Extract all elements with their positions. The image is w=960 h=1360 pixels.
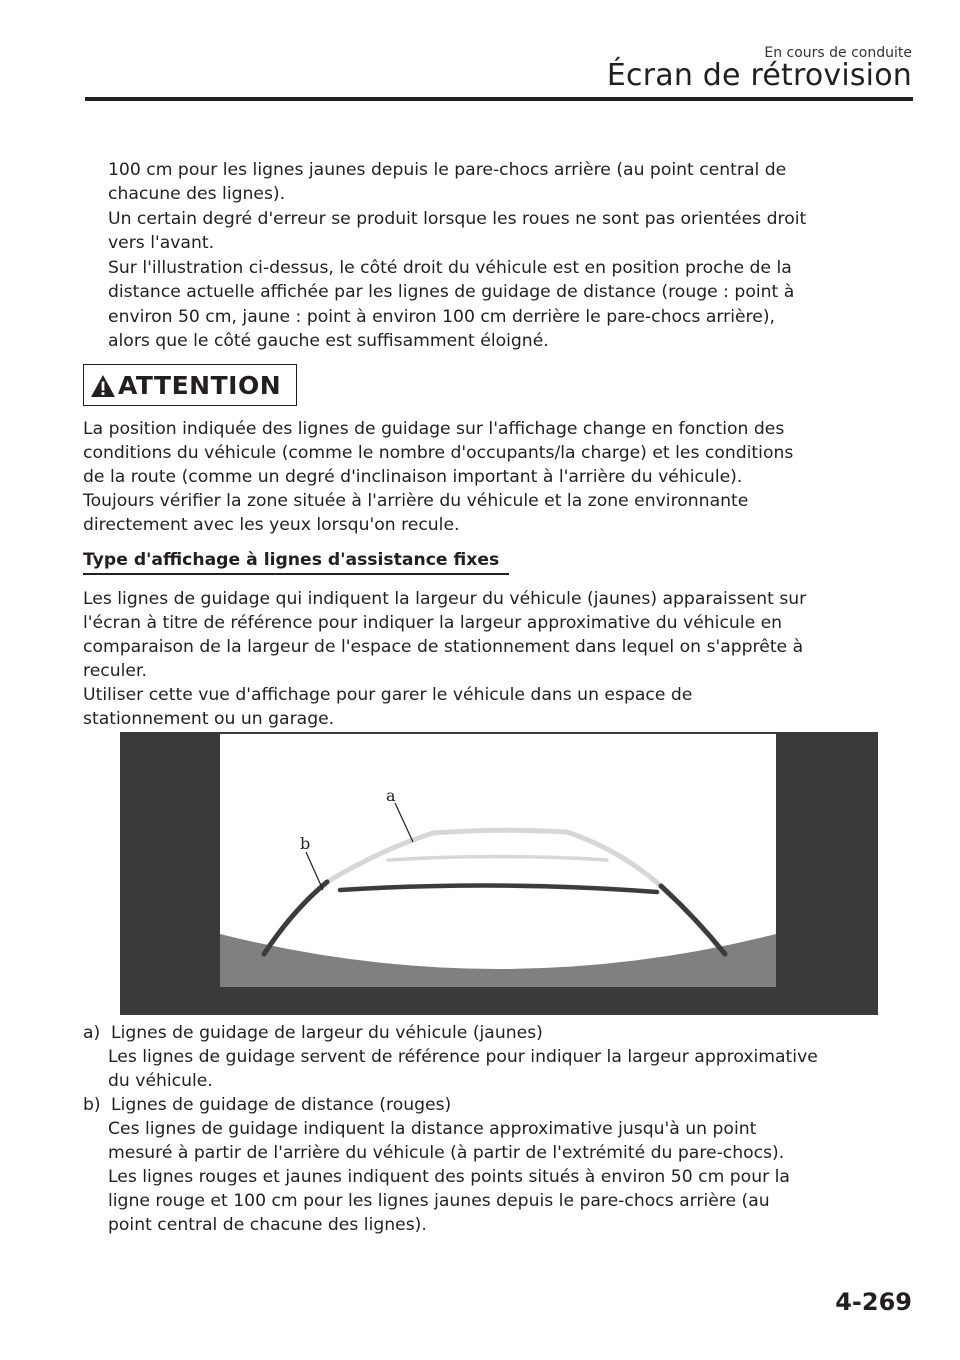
- legend-line: point central de chacune des lignes).: [108, 1215, 427, 1235]
- page-title: Écran de rétrovision: [606, 58, 912, 93]
- rearview-camera-illustration: [120, 732, 878, 1015]
- intro-line: Un certain degré d'erreur se produit lorsque les roues ne sont pas orientées droit: [108, 209, 807, 229]
- legend-line: mesuré à partir de l'arrière du véhicule (à partir de l'extrémité du pare-chocs).: [108, 1143, 785, 1163]
- section-line: Les lignes de guidage qui indiquent la largeur du véhicule (jaunes) apparaissent sur: [83, 589, 807, 609]
- legend-line: du véhicule.: [108, 1071, 213, 1091]
- intro-line: 100 cm pour les lignes jaunes depuis le pare-chocs arrière (au point central de: [108, 160, 787, 180]
- section-line: Utiliser cette vue d'affichage pour garer le véhicule dans un espace de: [83, 685, 693, 705]
- section-line: reculer.: [83, 661, 147, 681]
- header-divider: [85, 97, 913, 101]
- screen-display: [220, 734, 776, 987]
- callout-label-a: a: [386, 786, 396, 805]
- legend-line: Les lignes de guidage servent de référence pour indiquer la largeur approximative: [108, 1047, 818, 1067]
- intro-line: environ 50 cm, jaune : point à environ 100 cm derrière le pare-chocs arrière),: [108, 307, 775, 327]
- section-line: stationnement ou un garage.: [83, 709, 335, 729]
- intro-line: distance actuelle affichée par les lignes de guidage de distance (rouge : point à: [108, 282, 795, 302]
- warning-triangle-icon: [90, 374, 116, 398]
- page-number: 4-269: [835, 1288, 912, 1316]
- legend-key: a): [83, 1023, 101, 1043]
- section-line: l'écran à titre de référence pour indiquer la largeur approximative du véhicule en: [83, 613, 783, 633]
- callout-label-b: b: [300, 834, 311, 853]
- legend-line: ligne rouge et 100 cm pour les lignes jaunes depuis le pare-chocs arrière (au: [108, 1191, 770, 1211]
- attention-badge: [83, 364, 297, 406]
- legend-line: Ces lignes de guidage indiquent la distance approximative jusqu'à un point: [108, 1119, 757, 1139]
- attention-line: Toujours vérifier la zone située à l'arrière du véhicule et la zone environnante: [83, 491, 749, 511]
- vehicle-width-line-top: [433, 830, 567, 833]
- attention-line: directement avec les yeux lorsqu'on recule.: [83, 515, 460, 535]
- attention-line: conditions du véhicule (comme le nombre d'occupants/la charge) et les conditions: [83, 443, 794, 463]
- section-line: comparaison de la largeur de l'espace de stationnement dans lequel on s'apprête à: [83, 637, 804, 657]
- section-heading-underline: [83, 573, 509, 575]
- attention-label: ATTENTION: [118, 370, 282, 400]
- intro-line: Sur l'illustration ci-dessus, le côté droit du véhicule est en position proche de la: [108, 258, 792, 278]
- legend-key: b): [83, 1095, 101, 1115]
- attention-line: de la route (comme un degré d'inclinaison important à l'arrière du véhicule).: [83, 467, 743, 487]
- intro-line: chacune des lignes).: [108, 184, 286, 204]
- legend-title: Lignes de guidage de largeur du véhicule (jaunes): [111, 1023, 543, 1043]
- attention-line: La position indiquée des lignes de guidage sur l'affichage change en fonction des: [83, 419, 785, 439]
- chapter-title: En cours de conduite: [764, 45, 912, 61]
- legend-line: Les lignes rouges et jaunes indiquent des points situés à environ 50 cm pour la: [108, 1167, 790, 1187]
- intro-line: vers l'avant.: [108, 233, 215, 253]
- section-heading: Type d'affichage à lignes d'assistance fixes: [83, 550, 500, 570]
- intro-line: alors que le côté gauche est suffisamment éloigné.: [108, 331, 549, 351]
- legend-title: Lignes de guidage de distance (rouges): [111, 1095, 452, 1115]
